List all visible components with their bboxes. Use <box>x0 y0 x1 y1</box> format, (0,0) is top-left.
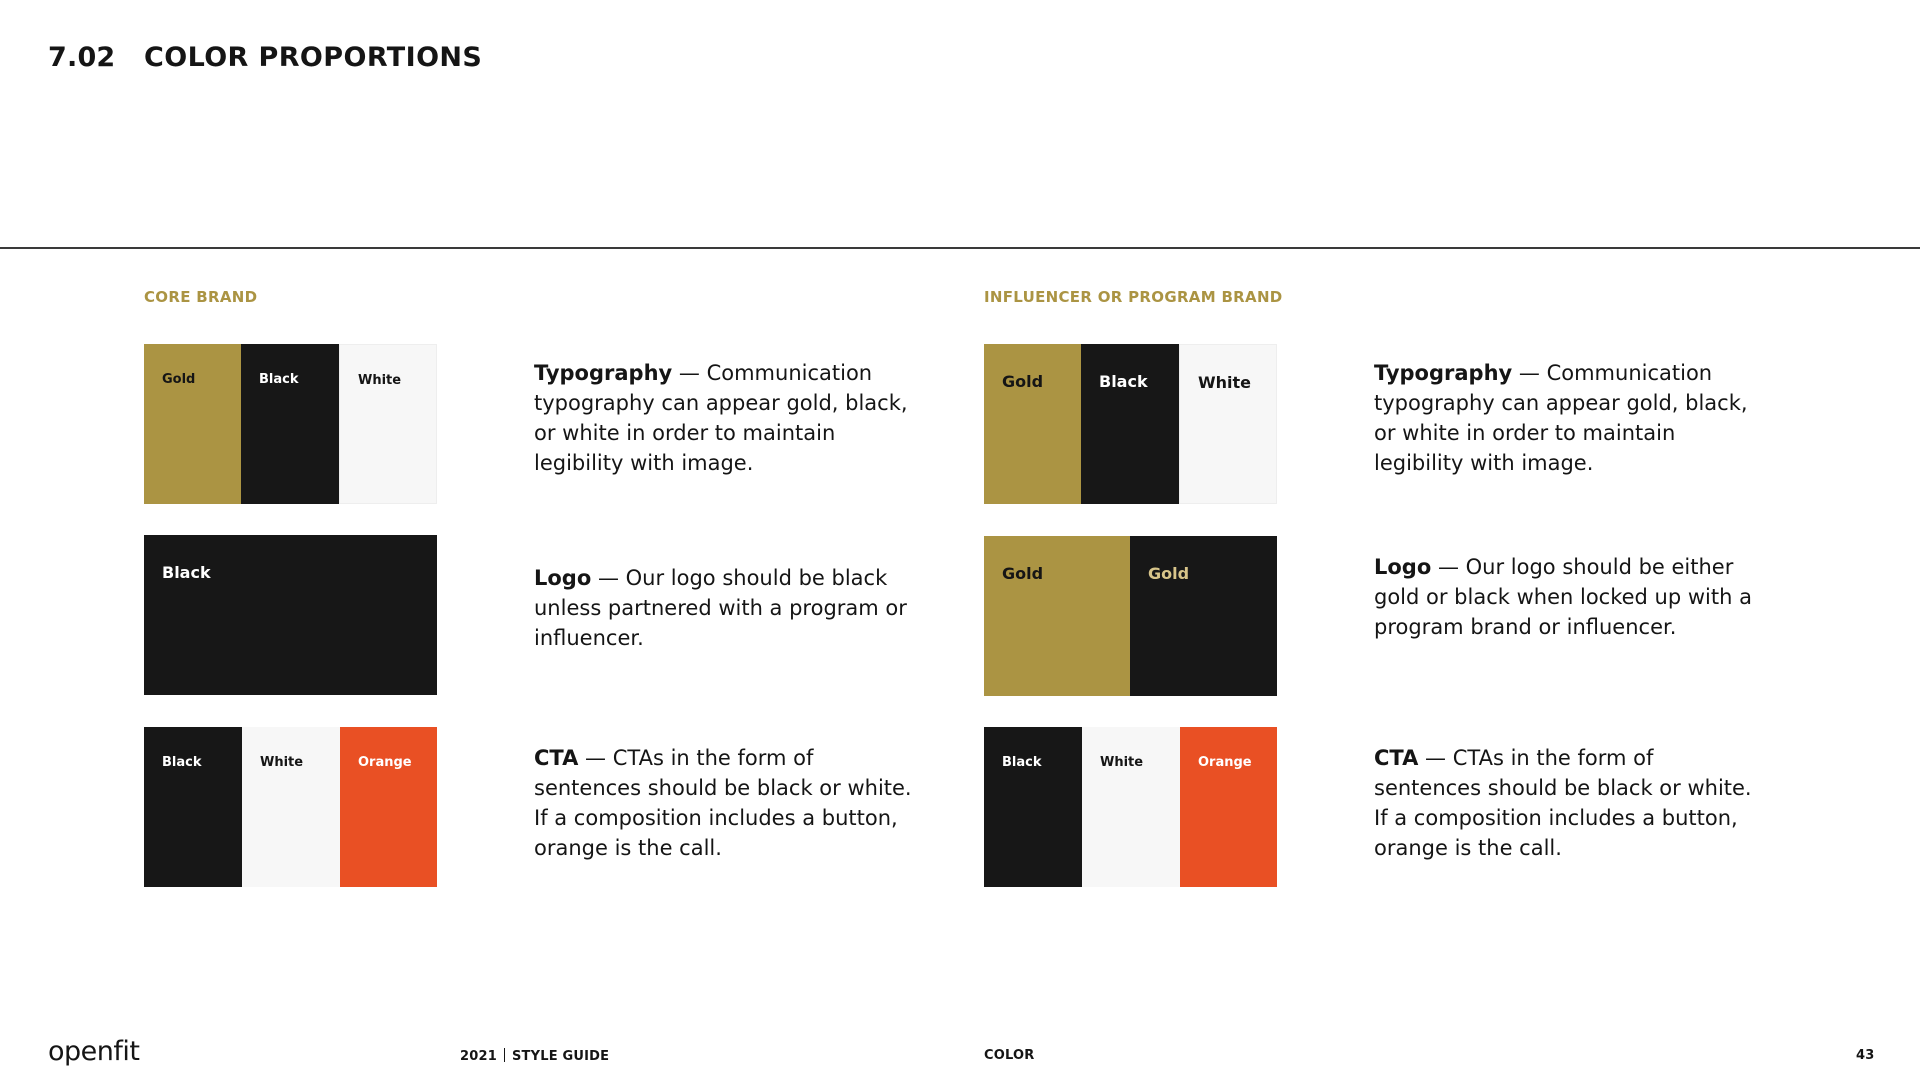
core-typography-swatches <box>144 344 437 504</box>
core-cta-description: CTA — CTAs in the form of sentences should be black or white. If a composition includes a button, orange is the call. <box>534 746 912 860</box>
core-typography-description: Typography — Communication typography can appear gold, black, or white in order to maintain legibility with image. <box>534 361 908 475</box>
swatch-black: Black <box>1081 344 1179 504</box>
influencer-logo-description: Logo — Our logo should be either gold or black when locked up with a program brand or influencer. <box>1374 555 1752 639</box>
swatch-black: Black <box>984 727 1082 887</box>
page-title: COLOR PROPORTIONS <box>144 42 483 73</box>
swatch-black: Black <box>144 535 437 695</box>
influencer-cta-swatches <box>984 727 1277 887</box>
core-logo-swatches <box>144 535 437 695</box>
swatch-white: White <box>1082 727 1180 887</box>
section-number: 7.02 <box>48 42 116 73</box>
core-logo-description: Logo — Our logo should be black unless partnered with a program or influencer. <box>534 566 907 650</box>
openfit-logo: openfit <box>48 1036 140 1067</box>
influencer-typography-description: Typography — Communication typography can appear gold, black, or white in order to maintain legibility with image. <box>1374 361 1748 475</box>
swatch-orange: Orange <box>1180 727 1277 887</box>
influencer-typography-swatches <box>984 344 1277 504</box>
influencer-brand-heading: INFLUENCER OR PROGRAM BRAND <box>984 288 1283 306</box>
swatch-white: White <box>242 727 340 887</box>
influencer-logo-swatches <box>984 536 1277 696</box>
footer-separator <box>504 1048 505 1062</box>
swatch-black: Black <box>144 727 242 887</box>
swatch-orange: Orange <box>340 727 437 887</box>
swatch-gold: Gold <box>984 536 1130 696</box>
page-number: 43 <box>1856 1048 1875 1063</box>
divider <box>0 247 1920 249</box>
swatch-black: Black <box>241 344 339 504</box>
swatch-gold: Gold <box>984 344 1081 504</box>
swatch-white: White <box>339 344 437 504</box>
swatch-gold: Gold <box>144 344 241 504</box>
footer-guide: 2021 STYLE GUIDE <box>460 1049 610 1064</box>
core-cta-swatches <box>144 727 437 887</box>
influencer-cta-description: CTA — CTAs in the form of sentences should be black or white. If a composition includes a button, orange is the call. <box>1374 746 1752 860</box>
swatch-black-gold-text: Gold <box>1130 536 1277 696</box>
swatch-white: White <box>1179 344 1277 504</box>
footer-chapter: COLOR <box>984 1048 1035 1063</box>
core-brand-heading: CORE BRAND <box>144 288 258 306</box>
